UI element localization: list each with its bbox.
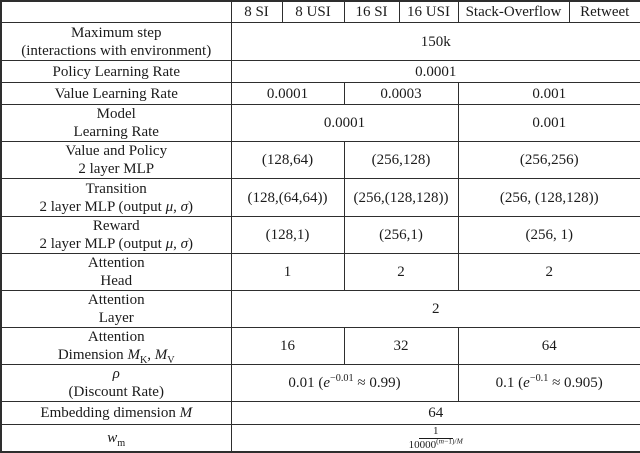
row-label-line: Attention — [87, 255, 145, 271]
table-row — [1, 142, 640, 179]
value-cell: (256,(128,128)) — [344, 179, 458, 217]
table-row — [1, 291, 640, 328]
header-row — [1, 1, 640, 23]
value-cell: (256,256) — [458, 142, 640, 179]
table-row — [1, 83, 640, 105]
row-label — [1, 61, 231, 83]
row-label-line: 2 layer MLP (output μ, σ) — [39, 198, 194, 215]
row-label-line: (interactions with environment) — [21, 42, 212, 59]
column-header: Retweet — [569, 1, 640, 23]
row-label-line: 2 layer MLP (output μ, σ) — [39, 236, 194, 252]
fraction-denominator: $10000^{(m-1)/M}$ — [408, 435, 463, 451]
value-cell: 0.001 — [458, 105, 640, 142]
table-row — [1, 365, 640, 402]
column-header: 8 USI — [282, 1, 344, 23]
value-cell: 2 — [458, 254, 640, 291]
value-cell: 1 — [231, 254, 344, 291]
row-label — [1, 425, 231, 453]
value-cell: (256,1) — [344, 217, 458, 254]
row-label — [1, 217, 231, 254]
value-cell: 0.0003 — [344, 83, 458, 105]
row-label-line: Model — [96, 106, 136, 122]
row-label-line: Transition — [85, 180, 147, 197]
row-label — [1, 291, 231, 328]
row-label — [1, 23, 231, 61]
table-row — [1, 425, 640, 453]
value-cell — [231, 425, 640, 453]
row-label-line: Value Learning Rate — [54, 85, 178, 102]
table-row — [1, 179, 640, 217]
row-label — [1, 365, 231, 402]
corner-cell — [1, 1, 231, 23]
value-cell: 32 — [344, 328, 458, 365]
value-cell: 2 — [344, 254, 458, 291]
value-cell: 0.0001 — [231, 83, 344, 105]
row-label-line: Learning Rate — [73, 124, 159, 140]
value-cell: 64 — [231, 402, 640, 425]
value-cell: (128,64) — [231, 142, 344, 179]
value-cell: 2 — [231, 291, 640, 328]
table-row — [1, 402, 640, 425]
value-cell: (128,1) — [231, 217, 344, 254]
table-row — [1, 61, 640, 83]
column-header: 16 USI — [399, 1, 458, 23]
row-label — [1, 83, 231, 105]
value-cell: (128,(64,64)) — [231, 179, 344, 217]
row-label-line: Layer — [98, 310, 134, 326]
row-label-line: Maximum step — [71, 24, 162, 41]
value-cell: (256, (128,128)) — [458, 179, 640, 217]
column-header: 16 SI — [344, 1, 399, 23]
table-row — [1, 254, 640, 291]
table-row — [1, 105, 640, 142]
row-label-line: $w_m$ — [107, 430, 126, 450]
row-label — [1, 328, 231, 365]
row-label-line: (Discount Rate) — [68, 384, 164, 400]
row-label — [1, 142, 231, 179]
value-cell: (256,128) — [344, 142, 458, 179]
fraction-numerator: 1 — [419, 425, 453, 439]
value-cell: 64 — [458, 328, 640, 365]
row-label — [1, 254, 231, 291]
fraction-value — [407, 425, 465, 451]
row-label-line: Attention — [87, 292, 145, 308]
row-label-line: Value and Policy — [65, 143, 168, 159]
value-cell: 0.1 $(e^{-0.1} \approx 0.905)$ — [458, 365, 640, 402]
row-label — [1, 402, 231, 425]
row-label-line: 2 layer MLP — [78, 161, 155, 177]
value-cell: 0.0001 — [231, 61, 640, 83]
value-cell: (256, 1) — [458, 217, 640, 254]
row-label-line: Dimension $M_K$, $M_V$ — [57, 347, 175, 365]
row-label-line: Attention — [87, 329, 145, 345]
table-row — [1, 23, 640, 61]
row-label-line: Reward — [92, 218, 140, 234]
row-label — [1, 179, 231, 217]
row-label-line: Embedding dimension M — [40, 405, 193, 421]
value-cell: 0.001 — [458, 83, 640, 105]
table-body — [1, 23, 640, 453]
table-row — [1, 328, 640, 365]
value-cell: 0.01 $(e^{-0.01} \approx 0.99)$ — [231, 365, 458, 402]
row-label — [1, 105, 231, 142]
column-header: Stack-Overflow — [458, 1, 569, 23]
table-header — [1, 1, 640, 23]
value-cell: 0.0001 — [231, 105, 458, 142]
value-cell: 16 — [231, 328, 344, 365]
value-cell: 150k — [231, 23, 640, 61]
row-label-line: ρ — [112, 366, 120, 382]
row-label-line: Policy Learning Rate — [52, 63, 180, 80]
table-row — [1, 217, 640, 254]
row-label-line: Head — [100, 273, 133, 289]
column-header: 8 SI — [231, 1, 282, 23]
